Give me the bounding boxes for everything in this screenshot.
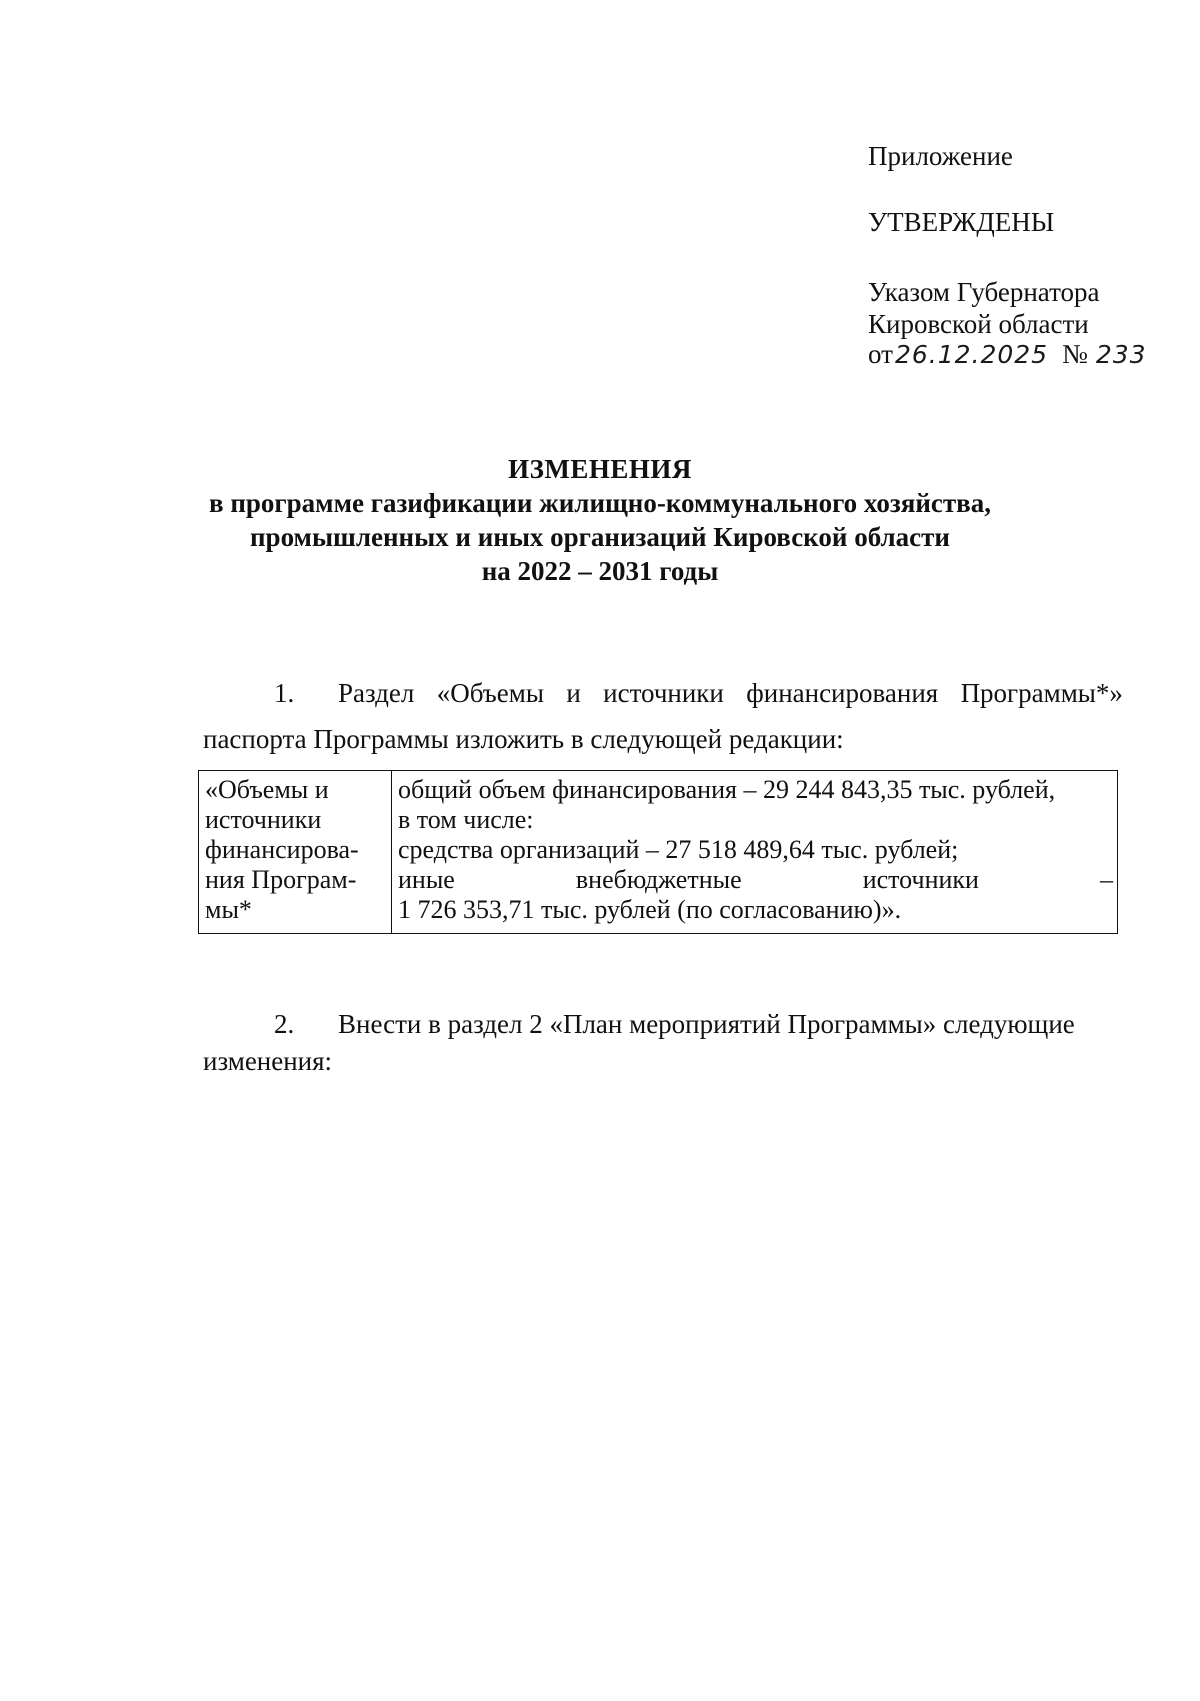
other-sources-dash: – — [1100, 865, 1113, 894]
label-line: источники — [205, 805, 322, 834]
title-main: ИЗМЕНЕНИЯ — [508, 454, 692, 484]
total-funding-line: общий объем финансирования – 29 244 843,35 тыс. рублей, — [398, 775, 1056, 804]
number-sign: № — [1062, 339, 1088, 369]
other-sources-word: иные — [398, 865, 455, 894]
section-2-number: 2. — [274, 1009, 295, 1039]
document-title — [0, 452, 1200, 588]
table-value-cell — [392, 771, 1118, 934]
section-1-word: и — [566, 678, 581, 708]
other-sources-word: внебюджетные — [575, 865, 742, 894]
region-line: Кировской области — [868, 309, 1089, 339]
section-1-number: 1. — [274, 678, 295, 708]
section-2-continuation: изменения: — [203, 1046, 333, 1076]
section-2-text: Внести в раздел 2 «План мероприятий Программы» следующие — [338, 1009, 1075, 1039]
section-1-text — [338, 676, 1123, 710]
label-line: «Объемы и — [205, 775, 329, 804]
date-number-line — [868, 338, 1147, 371]
section-1-word: Программы*» — [960, 678, 1123, 708]
including-line: в том числе: — [398, 805, 534, 834]
decree-line: Указом Губернатора — [868, 277, 1100, 307]
table-row — [199, 771, 1118, 934]
approved-label: УТВЕРЖДЕНЫ — [868, 207, 1055, 237]
section-1-word: источники — [603, 678, 724, 708]
title-line-2: промышленных и иных организаций Кировской области — [250, 522, 950, 552]
other-sources-amount-line: 1 726 353,71 тыс. рублей (по согласованию)». — [398, 895, 902, 924]
organization-funds-line: средства организаций – 27 518 489,64 тыс. рублей; — [398, 835, 959, 864]
other-sources-word: источники — [862, 865, 979, 894]
finance-table — [198, 770, 1118, 934]
handwritten-number: 233 — [1095, 340, 1147, 369]
title-line-1: в программе газификации жилищно-коммунального хозяйства, — [209, 488, 991, 518]
section-1-word: Раздел — [338, 678, 415, 708]
table-label-cell — [199, 771, 392, 934]
appendix-label: Приложение — [868, 141, 1013, 171]
handwritten-date: 26.12.2025 — [894, 340, 1049, 369]
other-sources-line — [398, 865, 1113, 895]
section-1-word: финансирования — [746, 678, 939, 708]
label-line: ния Програм- — [205, 865, 357, 894]
title-line-3: на 2022 – 2031 годы — [481, 556, 719, 586]
label-line: мы* — [205, 895, 252, 924]
date-prefix: от — [868, 339, 893, 369]
section-1-continuation: паспорта Программы изложить в следующей редакции: — [203, 724, 844, 754]
label-line: финансирова- — [205, 835, 359, 864]
section-1-first-line — [203, 676, 1123, 710]
section-2-first-line — [203, 1007, 1123, 1041]
section-1-word: «Объемы — [436, 678, 544, 708]
